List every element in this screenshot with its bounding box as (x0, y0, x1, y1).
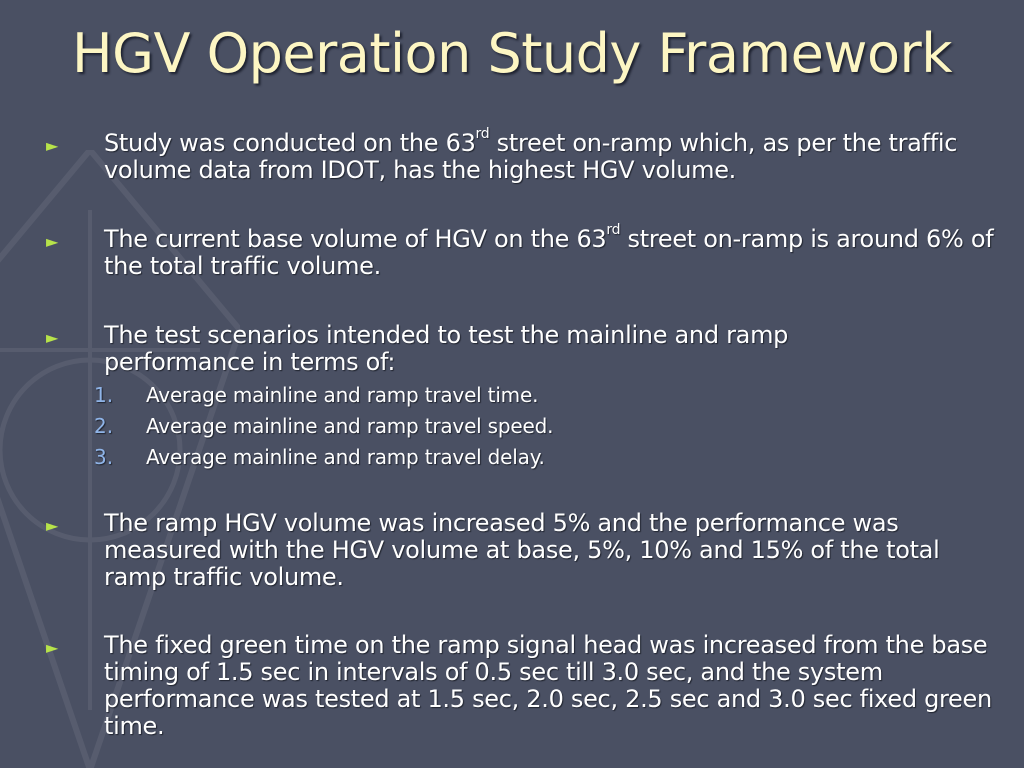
bullet-arrow-icon: ► (46, 328, 59, 347)
bullet-text: The current base volume of HGV on the 63rd street on-ramp is around 6% of the total traffic volume. (104, 222, 994, 280)
bullet-text: The ramp HGV volume was increased 5% and the performance was measured with the HGV volume at base, 5%, 10% and 15% of the total ramp traffic volume. (104, 509, 940, 591)
bullet-arrow-icon: ► (46, 232, 59, 251)
sublist-number: 2. (94, 414, 114, 438)
sublist-item (94, 382, 974, 413)
bullet-arrow-icon: ► (46, 136, 59, 155)
bullet-arrow-icon: ► (46, 638, 59, 657)
sublist-text: Average mainline and ramp travel time. (146, 383, 539, 407)
sublist-number: 1. (94, 383, 114, 407)
sublist-text: Average mainline and ramp travel delay. (146, 445, 545, 469)
bullet-text: The fixed green time on the ramp signal head was increased from the base timing of 1.5 sec in intervals of 0.5 sec till 3.0 sec, and the system performance was tested at 1.5 sec, 2.0 sec, 2.5 sec and 3.0 sec fixed green time. (104, 631, 992, 740)
numbered-sublist (94, 382, 974, 475)
bullet-arrow-icon: ► (46, 516, 59, 535)
sublist-item (94, 444, 974, 475)
bullet-text: The test scenarios intended to test the mainline and ramp performance in terms of: (104, 321, 789, 376)
slide-title: HGV Operation Study Framework (72, 22, 952, 85)
bullet-text: Study was conducted on the 63rd street on-ramp which, as per the traffic volume data from IDOT, has the highest HGV volume. (104, 126, 958, 184)
sublist-text: Average mainline and ramp travel speed. (146, 414, 554, 438)
sublist-number: 3. (94, 445, 114, 469)
sublist-item (94, 413, 974, 444)
